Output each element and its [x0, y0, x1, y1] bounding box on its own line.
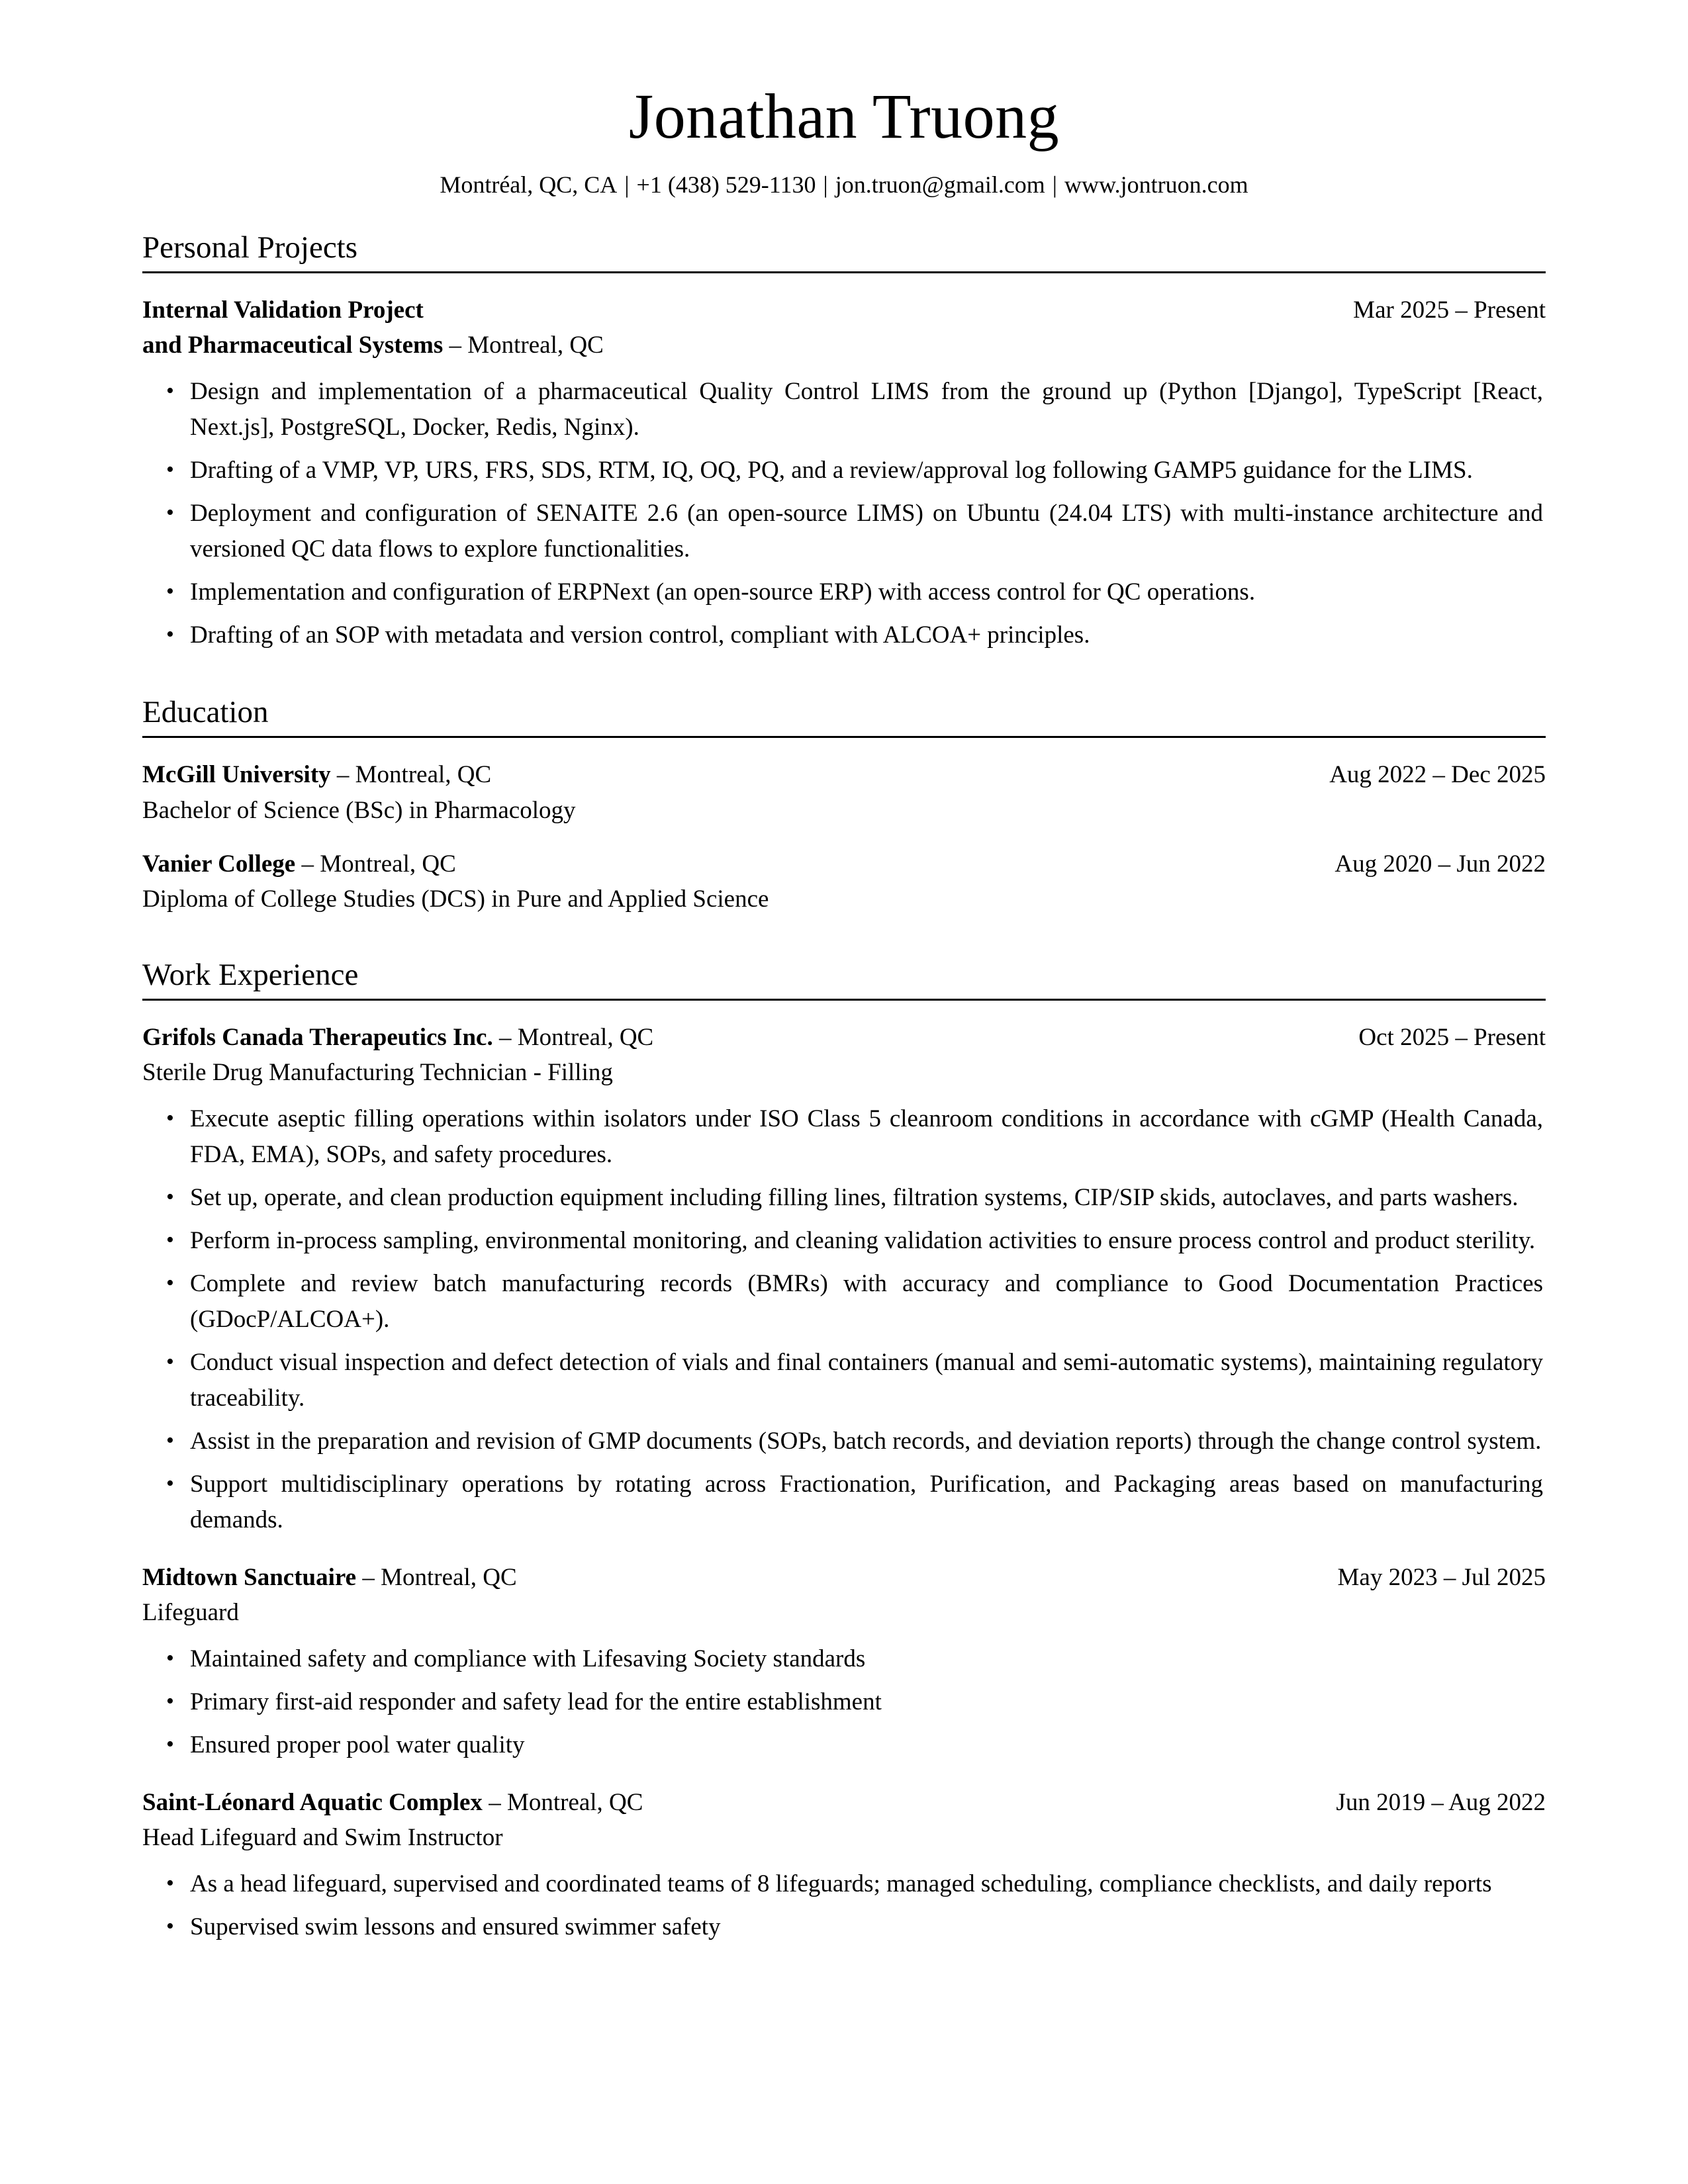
bullet-item: • Perform in-process sampling, environmental monitoring, and cleaning validation activities to ensure process control and product sterility. [142, 1223, 1546, 1259]
entry-title-line2 [142, 328, 1546, 362]
bullet-item: • Complete and review batch manufacturing records (BMRs) with accuracy and compliance to Good Documentation Practices (GDocP/ALCOA+). [142, 1266, 1546, 1338]
contact-location: Montréal, QC, CA [440, 171, 618, 198]
entry-dates: Oct 2025 – Present [1358, 1023, 1546, 1051]
entry-midtown-sanctuaire [142, 1561, 1546, 1763]
entry-bullet-list [142, 374, 1546, 653]
bullet-item: • As a head lifeguard, supervised and coordinated teams of 8 lifeguards; managed scheduling, compliance checklists, and daily reports [142, 1866, 1546, 1902]
contact-separator: | [823, 171, 828, 198]
entry-org: Midtown Sanctuaire [142, 1563, 357, 1591]
entry-title [142, 1021, 1332, 1054]
section-personal-projects [142, 230, 1546, 653]
entry-title [142, 1561, 1311, 1594]
entry-header-row [142, 758, 1546, 792]
entry-bullet-list [142, 1101, 1546, 1538]
section-title: Education [142, 695, 269, 730]
entry-header-row [142, 847, 1546, 881]
resume-sheet [142, 0, 1546, 1945]
entry-dates: May 2023 – Jul 2025 [1337, 1563, 1546, 1591]
bullet-item: • Design and implementation of a pharmaceutical Quality Control LIMS from the ground up (Python [Django], TypeScript [React, Next.js], PostgreSQL, Docker, Redis, Nginx). [142, 374, 1546, 445]
entry-grifols [142, 1021, 1546, 1538]
section-title: Personal Projects [142, 230, 358, 265]
bullet-item: • Ensured proper pool water quality [142, 1727, 1546, 1763]
section-title: Work Experience [142, 957, 359, 992]
entry-location: – Montreal, QC [301, 850, 456, 878]
contact-website[interactable]: www.jontruon.com [1064, 171, 1248, 198]
entry-header-row [142, 1561, 1546, 1594]
entry-location: – Montreal, QC [498, 1023, 654, 1051]
entry-dates: Aug 2020 – Jun 2022 [1335, 850, 1546, 878]
entry-vanier-college [142, 847, 1546, 916]
entry-title [142, 293, 1327, 327]
entry-org-line2: and Pharmaceutical Systems [142, 332, 444, 359]
entry-title [142, 1786, 1309, 1819]
entry-subtitle: Bachelor of Science (BSc) in Pharmacology [142, 796, 576, 824]
entry-bullet-list [142, 1641, 1546, 1763]
contact-line [142, 148, 1546, 199]
contact-separator: | [624, 171, 630, 198]
bullet-item: • Set up, operate, and clean production equipment including filling lines, filtration systems, CIP/SIP skids, autoclaves, and parts washers. [142, 1180, 1546, 1216]
entry-title [142, 847, 1308, 881]
bullet-item: • Deployment and configuration of SENAITE 2.6 (an open-source LIMS) on Ubuntu (24.04 LTS) with multi-instance architecture and versioned QC data flows to explore functionalities. [142, 496, 1546, 567]
entry-header-row [142, 293, 1546, 327]
bullet-item: • Drafting of a VMP, VP, URS, FRS, SDS, RTM, IQ, OQ, PQ, and a review/approval log following GAMP5 guidance for the LIMS. [142, 453, 1546, 488]
section-rule [142, 271, 1546, 273]
entry-subtitle: Lifeguard [142, 1599, 239, 1627]
bullet-item: • Maintained safety and compliance with Lifesaving Society standards [142, 1641, 1546, 1677]
bullet-item: • Implementation and configuration of ERPNext (an open-source ERP) with access control for QC operations. [142, 574, 1546, 610]
entry-org: Internal Validation Project [142, 296, 424, 324]
section-education [142, 694, 1546, 915]
contact-email[interactable]: jon.truon@gmail.com [835, 171, 1045, 198]
entry-location: – Montreal, QC [449, 332, 604, 359]
entry-internal-validation-project [142, 293, 1546, 653]
entry-title [142, 758, 1303, 792]
contact-separator: | [1052, 171, 1058, 198]
bullet-item: • Drafting of an SOP with metadata and version control, compliant with ALCOA+ principles. [142, 617, 1546, 653]
entry-location: – Montreal, QC [362, 1563, 517, 1591]
bullet-item: • Assist in the preparation and revision of GMP documents (SOPs, batch records, and deviation reports) through the change control system. [142, 1424, 1546, 1459]
bullet-item: • Support multidisciplinary operations by rotating across Fractionation, Purification, and Packaging areas based on manufacturing demands. [142, 1467, 1546, 1538]
bullet-item: • Supervised swim lessons and ensured swimmer safety [142, 1909, 1546, 1945]
entry-location: – Montreal, QC [489, 1789, 643, 1817]
entry-org: Saint-Léonard Aquatic Complex [142, 1789, 483, 1817]
entry-header-row [142, 1021, 1546, 1054]
entry-subtitle: Head Lifeguard and Swim Instructor [142, 1824, 503, 1852]
entry-mcgill-university [142, 758, 1546, 827]
entry-org: McGill University [142, 761, 331, 789]
entry-subtitle: Diploma of College Studies (DCS) in Pure and Applied Science [142, 885, 769, 913]
section-rule [142, 736, 1546, 738]
entry-org: Grifols Canada Therapeutics Inc. [142, 1023, 493, 1051]
bullet-item: • Primary first-aid responder and safety lead for the entire establishment [142, 1684, 1546, 1720]
entry-location: – Montreal, QC [336, 761, 492, 789]
entry-bullet-list [142, 1866, 1546, 1945]
contact-phone: +1 (438) 529-1130 [636, 171, 816, 198]
candidate-name: Jonathan Truong [628, 81, 1060, 152]
entry-header-row [142, 1786, 1546, 1819]
bullet-item: • Conduct visual inspection and defect detection of vials and final containers (manual and semi-automatic systems), maintaining regulatory traceability. [142, 1345, 1546, 1416]
entry-dates: Jun 2019 – Aug 2022 [1336, 1789, 1546, 1817]
entry-org: Vanier College [142, 850, 296, 878]
entry-saint-leonard-aquatic-complex [142, 1786, 1546, 1945]
entry-dates: Mar 2025 – Present [1353, 296, 1546, 324]
section-work-experience [142, 957, 1546, 1946]
entry-subtitle: Sterile Drug Manufacturing Technician - Filling [142, 1058, 613, 1086]
entry-dates: Aug 2022 – Dec 2025 [1329, 761, 1546, 789]
bullet-item: • Execute aseptic filling operations within isolators under ISO Class 5 cleanroom conditions in accordance with cGMP (Health Canada, FDA, EMA), SOPs, and safety procedures. [142, 1101, 1546, 1173]
section-rule [142, 999, 1546, 1001]
